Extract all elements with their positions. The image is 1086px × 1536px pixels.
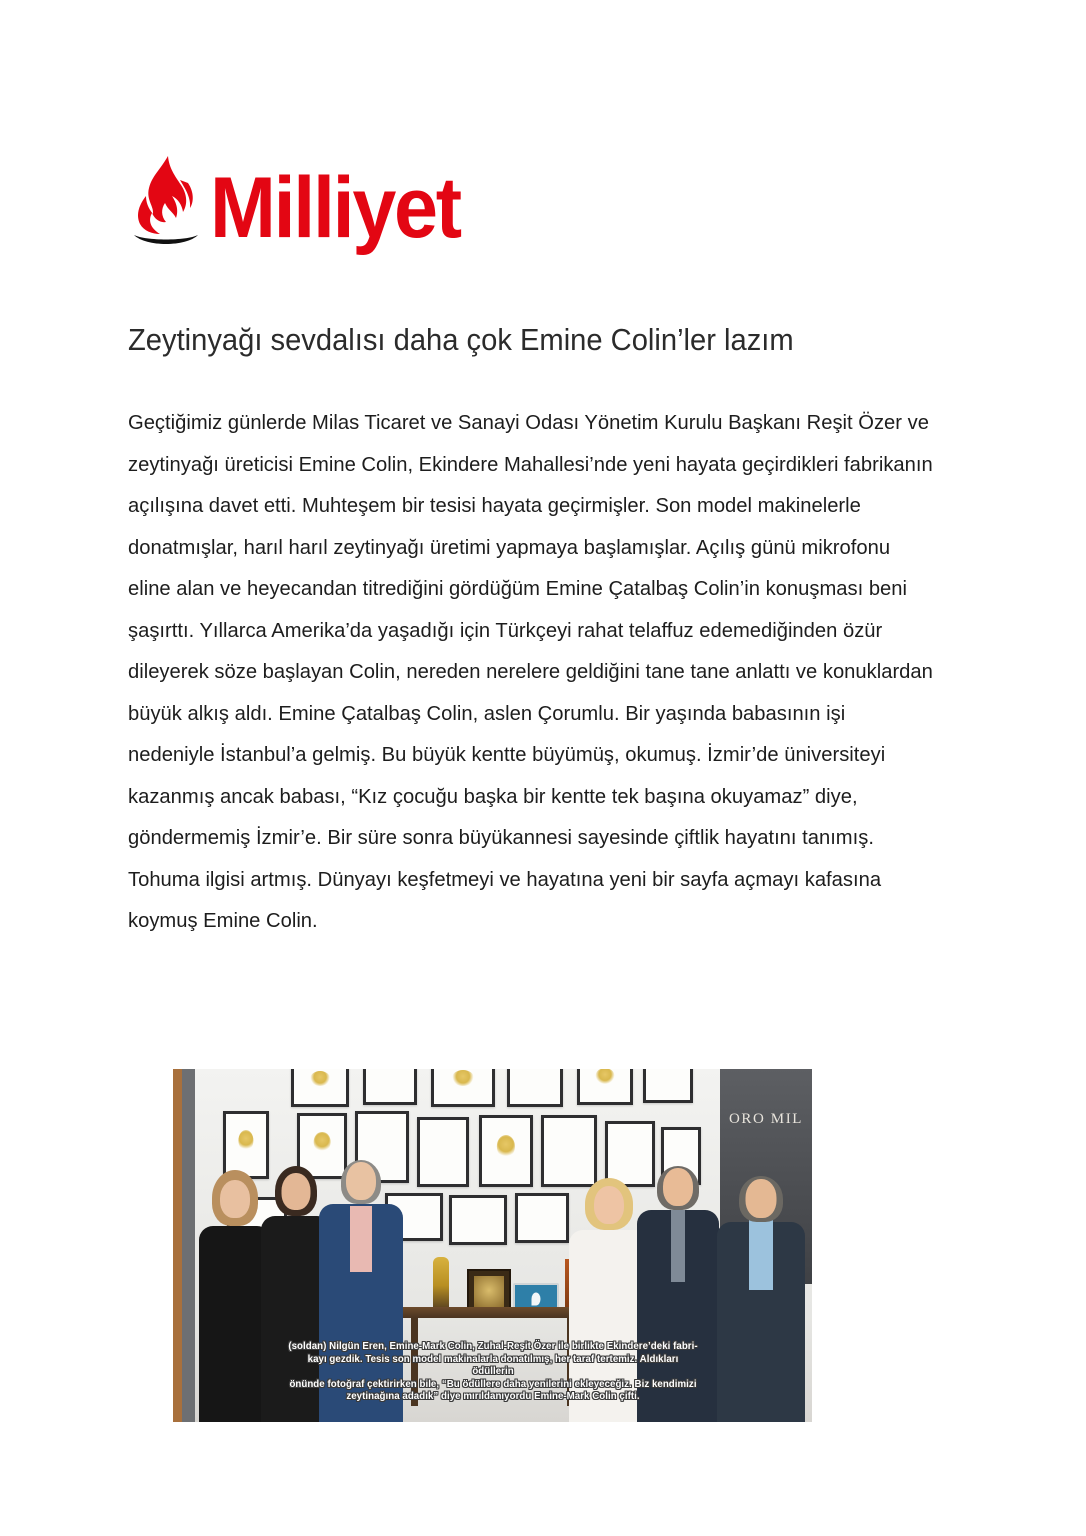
person-shirt: [749, 1220, 773, 1290]
person-head: [663, 1168, 693, 1206]
flame-icon: [128, 152, 204, 248]
caption-line: (soldan) Nilgün Eren, Emine-Mark Colin, Zuhal-Reşit Özer ile birlikte Ekindere’deki fabri-: [288, 1341, 698, 1352]
person-tie: [671, 1210, 685, 1282]
milliyet-wordmark: Milliyet: [210, 159, 460, 256]
person-head: [594, 1186, 624, 1224]
trophy-object: [433, 1257, 449, 1309]
person-head: [346, 1162, 376, 1200]
banner-text: ORO MIL: [728, 1111, 804, 1127]
caption-line: önünde fotoğraf çektirirken bile, “Bu ödüllere daha yenilerini ekleyeceğiz. Biz kendimizi: [289, 1378, 697, 1390]
photo-caption: [287, 1341, 699, 1404]
caption-line: zeytinağına adadık” diye mırıldanıyordu Emine-Mark Colin çifti.: [346, 1391, 640, 1403]
article-body: [128, 402, 934, 942]
article-photo: [169, 1069, 812, 1422]
door-frame: [169, 1069, 195, 1422]
photo-scene: [169, 1069, 812, 1422]
article-headline: Zeytinyağı sevdalısı daha çok Emine Colin’ler lazım: [128, 321, 794, 357]
person-head: [220, 1180, 250, 1218]
person-head: [282, 1173, 311, 1210]
display-table: [401, 1307, 579, 1318]
person-shirt: [350, 1206, 372, 1272]
article-paragraph: Geçtiğimiz günlerde Milas Ticaret ve Sanayi Odası Yönetim Kurulu Başkanı Reşit Özer ve zeytinyağı üreticisi Emine Colin, Ekindere Mahallesi’nde yeni hayata geçirdikleri fabrikanın açılışına davet etti. Muhteşem bir tesisi hayata geçirmişler. Son model makinelerle donatmışlar, harıl harıl zeytinyağı üretimi yapmaya başlamışlar. Açılış günü mikrofonu eline alan ve heyecandan titrediğini gördüğüm Emine Çatalbaş Colin’in konuşması beni şaşırttı. Yıllarca Amerika’da yaşadığı için Türkçeyi rahat telaffuz edemediğinden özür dileyerek söze başlayan Colin, nereden nerelere geldiğini tane tane anlattı ve konuklardan büyük alkış aldı. Emine Çatalbaş Colin, aslen Çorumlu. Bir yaşında babasının işi nedeniyle İstanbul’a gelmiş. Bu büyük kentte büyümüş, okumuş. İzmir’de üniversiteyi kazanmış ancak babası, “Kız çocuğu başka bir kentte tek başına okuyamaz” diye, göndermemiş İzmir’e. Bir süre sonra büyükannesi sayesinde çiftlik hayatını tanımış. Tohuma ilgisi artmış. Dünyayı keşfetmeyi ve hayatına yeni bir sayfa açmayı kafasına koymuş Emine Colin.: [128, 411, 933, 932]
person-6: [717, 1150, 805, 1422]
milliyet-masthead: [128, 152, 482, 256]
person-head: [746, 1179, 777, 1218]
caption-line: kayı gezdik. Tesis son model makinalarla donatılmış, her taraf tertemiz. Aldıkları ödüllerin: [307, 1353, 679, 1378]
